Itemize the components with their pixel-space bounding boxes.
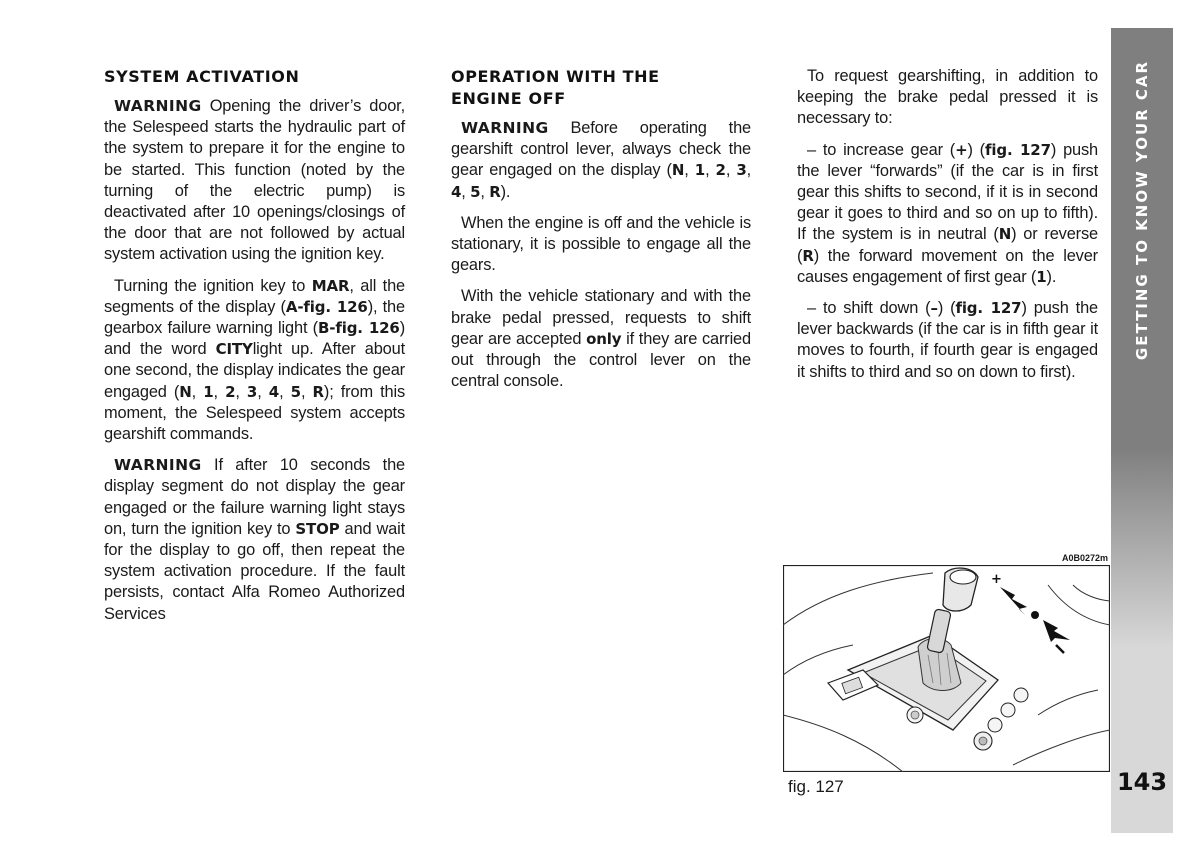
gear: 5 (290, 382, 301, 401)
text: ) the forward movement on the lever causes engagement of first gear ( (797, 246, 1098, 286)
gear: 2 (225, 382, 236, 401)
gear: 3 (736, 161, 747, 180)
heading-engine-off: OPERATION WITH THE ENGINE OFF (451, 67, 660, 108)
page-number: 143 (1116, 768, 1168, 796)
text: ) push the lever backwards (if the car is in fifth gear it moves to fourth, if fourth gear is engaged it shifts to third and so on down to first). (797, 299, 1098, 381)
paragraph-request: To request gearshifting, in addition to keeping the brake pedal pressed it is necessary to: (797, 67, 1098, 128)
text: ). (1046, 267, 1057, 286)
gear: 4 (268, 382, 280, 401)
gear: N (671, 161, 685, 180)
text: – to shift down ( (807, 299, 931, 318)
fig-reference: fig. 127 (955, 299, 1022, 318)
text: Turning the ignition key to (114, 276, 312, 295)
gear: R (802, 246, 814, 265)
text: ); from this moment, the Selespeed system accepts gearshift commands. (104, 382, 406, 444)
text: ), the gearbox failure warning light ( (104, 297, 405, 338)
paragraph-warning-door (104, 96, 405, 266)
plus-label: + (991, 572, 1002, 587)
gear: 1 (694, 161, 706, 180)
text: , all the segments of the display ( (104, 276, 406, 316)
text: – to increase gear ( (807, 140, 956, 159)
emphasis: only (586, 329, 622, 348)
gear: 2 (715, 161, 726, 180)
emphasis: STOP (295, 519, 340, 538)
paragraph-warning-fault (104, 455, 405, 625)
paragraph-text: Opening the driver’s door, the Selespeed starts the hydraulic part of the system to prepare it for the engine to be started. This function (noted by the turning of the electric pump) is deactivated after 10 openings/closings of the door that are not followed by actual system activation using the ignition key. (104, 97, 405, 264)
gear: 4 (451, 182, 462, 201)
text: ). (500, 182, 511, 201)
text: ) ( (937, 299, 956, 318)
gear: 5 (470, 182, 481, 201)
text: ) push the lever “forwards” (if the car is in first gear this shifts to second, if it is in second gear it goes to third and so on up to fifth). If the system is in neutral ( (797, 140, 1099, 244)
fig-reference: fig. 127 (984, 140, 1051, 159)
text: With the vehicle stationary and with the brake pedal pressed, requests to shift gear are accepted (451, 287, 751, 348)
gear: R (489, 182, 501, 201)
column-3 (797, 66, 1098, 393)
paragraph-stationary (451, 286, 751, 392)
text: ) ( (967, 140, 985, 159)
gear: 1 (203, 382, 214, 401)
text: Before operating the gearshift control lever, always check the gear engaged on the display ( (451, 119, 751, 180)
warning-label: WARNING (461, 119, 549, 137)
paragraph-decrease (797, 298, 1098, 383)
warning-label: WARNING (114, 97, 202, 115)
paragraph-warning-lever: WARNING Before operating the gearshift control lever, always check the gear engaged on the display (N, 1, 2, 3, 4, 5, R). (451, 119, 752, 201)
gear: 1 (1036, 267, 1047, 286)
emphasis: CITY (215, 340, 253, 359)
text: If after 10 seconds the display segment do not display the gear engaged or the failure warning light stays on, turn the ignition key to (104, 456, 405, 538)
paragraph-ignition: Turning the ignition key to MAR, all the segments of the display (A-fig. 126), the gearbox failure warning light (B-fig. 126) and the word CITYlight up. After about one second, the display indicates the gear engaged (N, 1, 2, 3, 4, 5, R); from this moment, the Selespeed system accepts gearshift commands. (104, 276, 406, 444)
fig-reference: A-fig. 126 (285, 297, 368, 316)
emphasis: MAR (311, 276, 350, 295)
symbol: – (930, 299, 938, 318)
gear: N (998, 225, 1012, 244)
fig-reference: B-fig. 126 (317, 319, 400, 338)
paragraph-engine-off: When the engine is off and the vehicle is stationary, it is possible to engage all the gears. (451, 213, 751, 275)
chapter-title: GETTING TO KNOW YOUR CAR (1133, 59, 1151, 361)
text: light up. After about one second, the display indicates the gear engaged ( (104, 340, 405, 401)
symbol: + (955, 140, 968, 159)
gear: R (312, 382, 324, 401)
text: ) and the word (104, 319, 405, 359)
paragraph-increase (797, 140, 1098, 288)
column-1 (104, 66, 405, 635)
text: if they are carried out through the control lever on the central console. (451, 329, 751, 391)
column-2 (451, 66, 751, 402)
warning-label: WARNING (114, 456, 202, 475)
gear: N (179, 382, 192, 401)
figure-caption: fig. 127 (788, 777, 844, 796)
heading-system-activation: SYSTEM ACTIVATION (104, 67, 300, 86)
text: and wait for the display to go off, then repeat the system activation procedure. If the fault persists, contact Alfa Romeo Authorized Services (104, 519, 405, 623)
text: ) or reverse ( (797, 225, 1098, 265)
gear-lever-illustration (783, 565, 1110, 772)
figure-code: A0B0272m (1062, 553, 1109, 563)
gear: 3 (246, 382, 258, 401)
